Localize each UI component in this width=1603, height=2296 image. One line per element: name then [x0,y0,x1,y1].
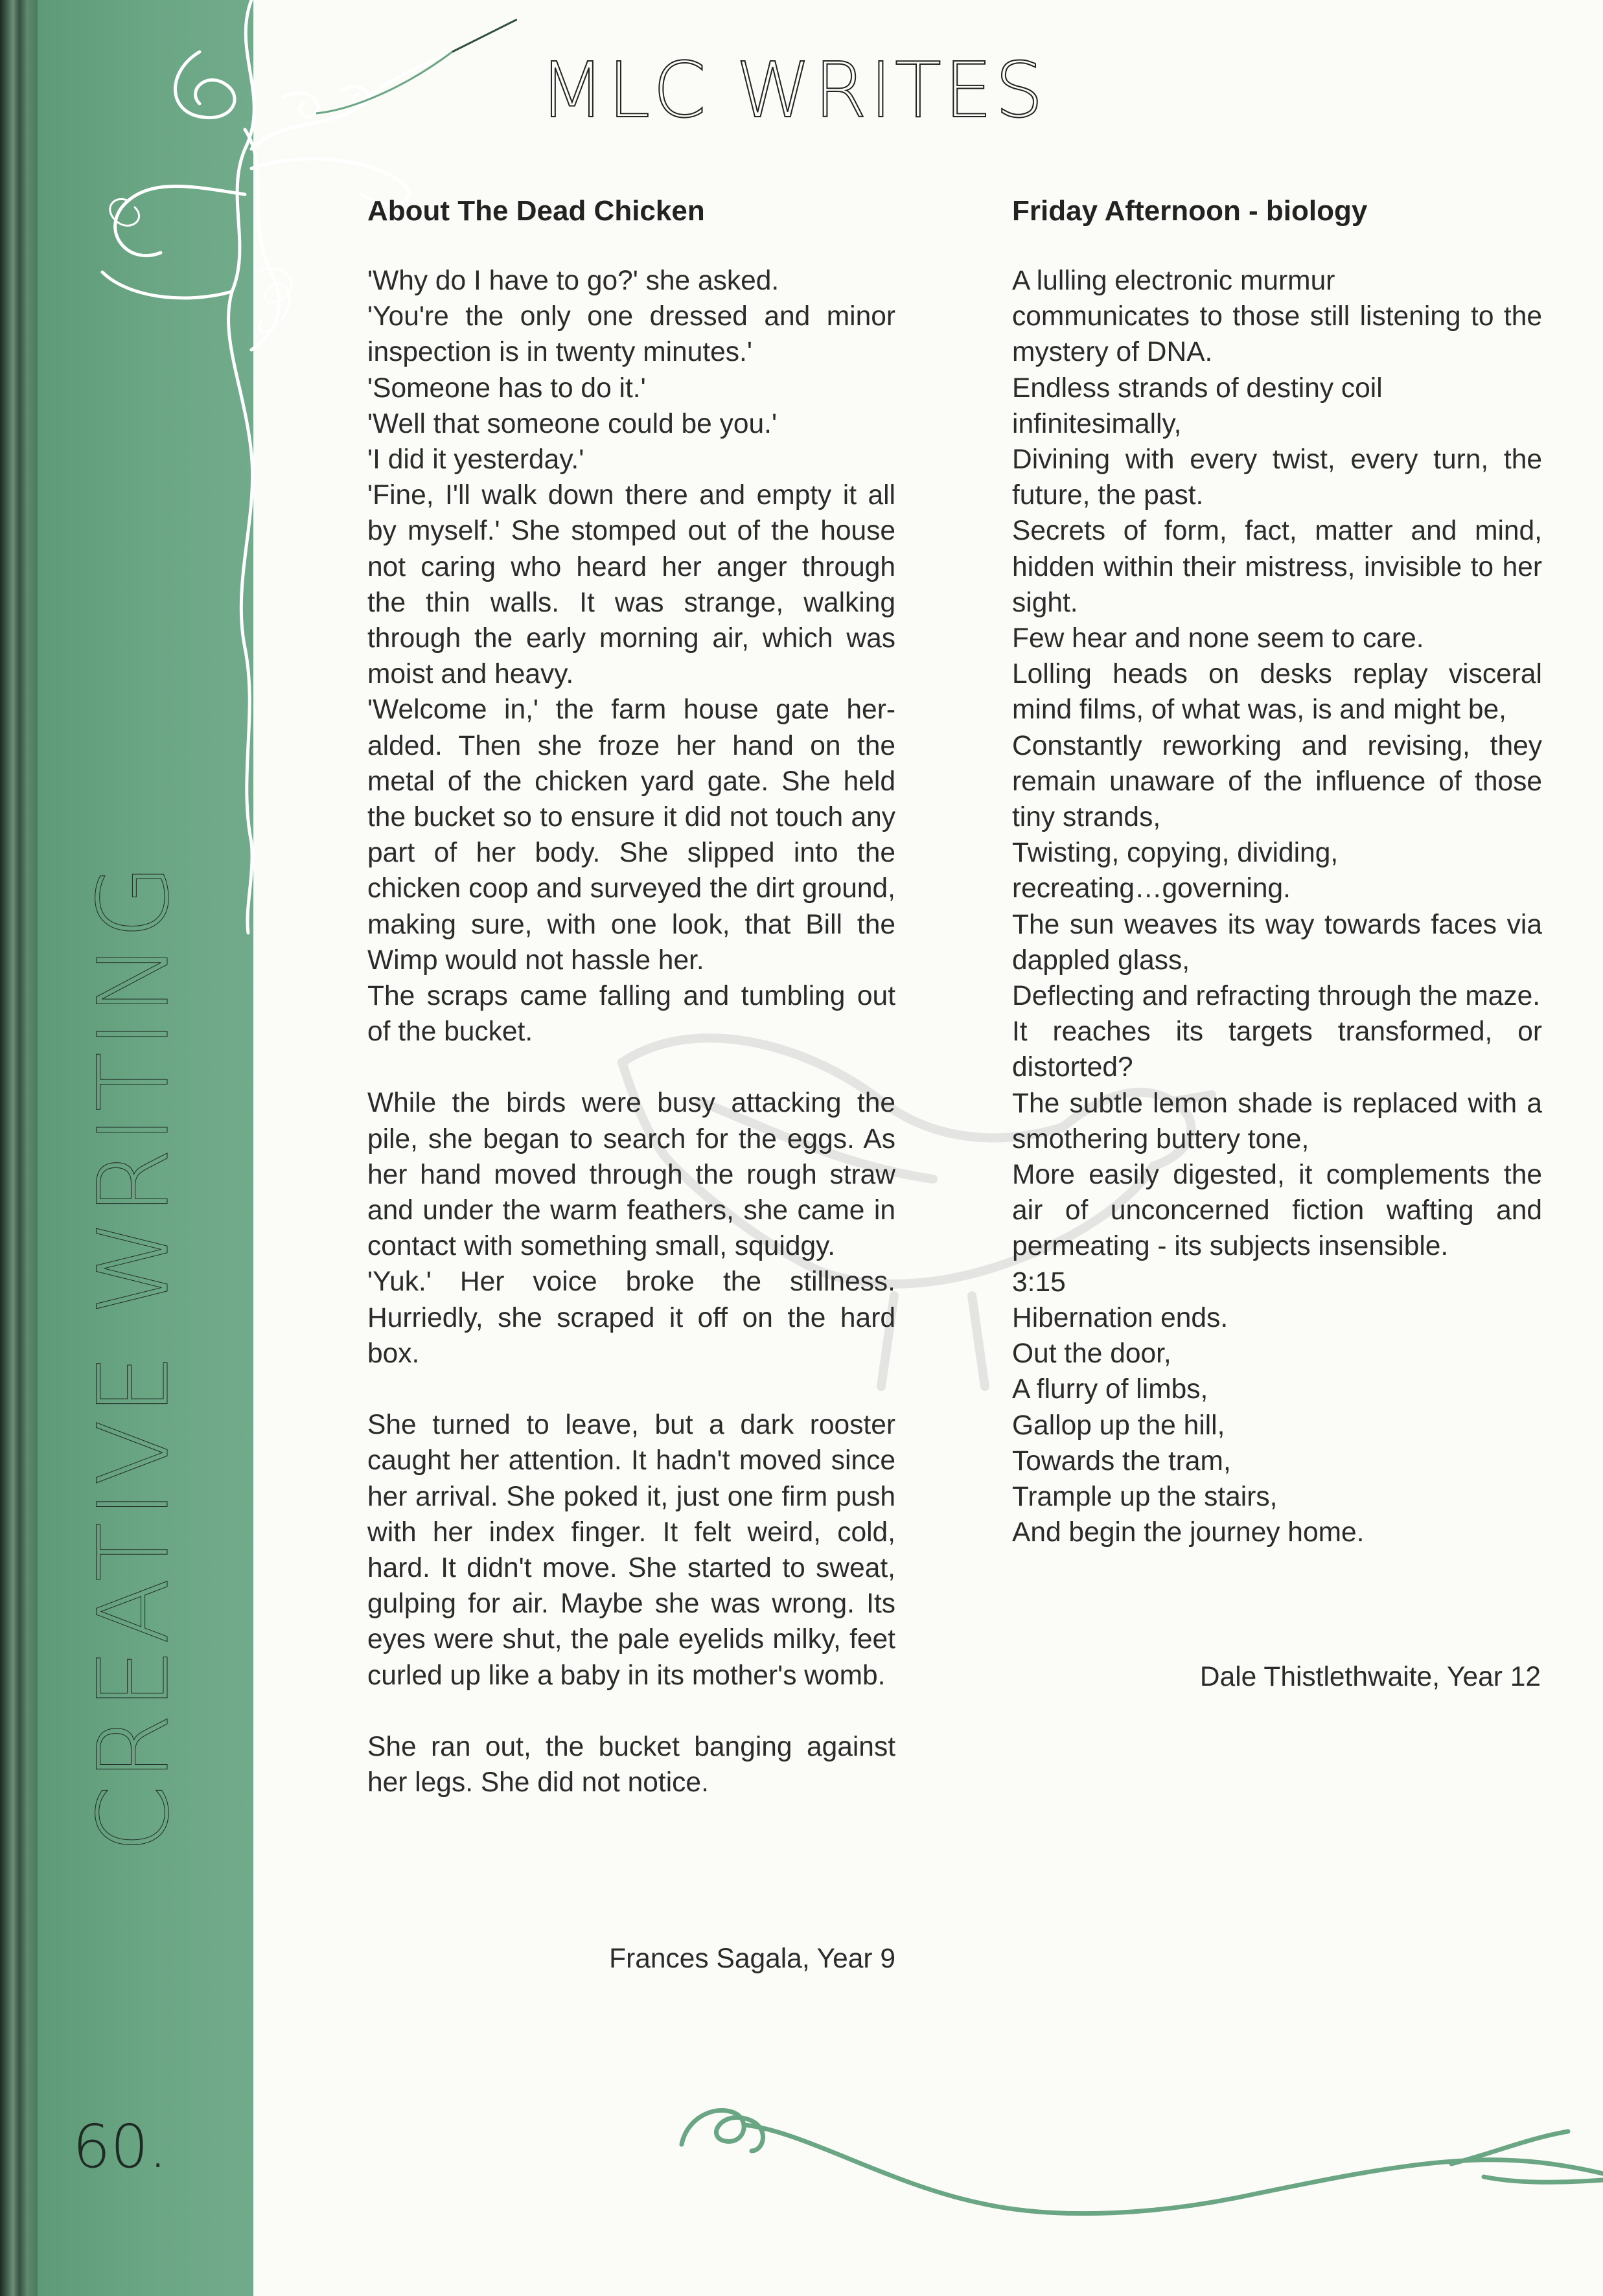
poem-line: More easily digested, it complements the air of unconcerned fiction wafting and permeating - its subjects insensible. [1012,1160,1542,1262]
poem-line: Endless strands of destiny coil [1012,373,1383,404]
vine-flourish-bottom [674,2093,1603,2235]
story-line: 'Someone has to do it.' [367,373,646,404]
poem-column [1012,192,1542,1550]
story-paragraph: 'Fine, I'll walk down there and empty it all by myself.' She stomped out of the house not caring who heard her anger through the thin walls. It was strange, walking through the early morning air, which was moist and heavy. [367,480,895,690]
story-author: Frances Sagala, Year 9 [609,1944,895,1974]
section-label: CREATIVE WRITING [78,860,190,1853]
poem-title: Friday Afternoon - biology [1012,195,1368,227]
poem-line: The subtle lemon shade is replaced with a smothering buttery tone, [1012,1088,1542,1154]
poem-line: Deflecting and refracting through the maze. [1012,981,1541,1012]
poem-author: Dale Thistlethwaite, Year 12 [1199,1662,1541,1692]
story-paragraph: 'Yuk.' Her voice broke the stillness. Hurriedly, she scraped it off on the hard box. [367,1267,895,1369]
story-column [367,192,895,1800]
story-paragraph: She ran out, the bucket banging against her legs. She did not notice. [367,1731,895,1798]
poem-line: A lulling electronic murmur [1012,266,1335,296]
poem-line: Twisting, copying, dividing, [1012,838,1339,869]
poem-line: infinitesimally, [1012,408,1182,439]
poem-line: Gallop up the hill, [1012,1410,1225,1441]
story-paragraph: The scraps came falling and tumbling out of the bucket. [367,981,895,1048]
poem-line: A flurry of limbs, [1012,1374,1208,1405]
story-line: 'Well that someone could be you.' [367,408,778,439]
story-line: 'I did it yesterday.' [367,444,584,476]
poem-line: recreating…governing. [1012,873,1291,904]
story-line: 'You're the only one dressed and minor inspection is in twenty minutes.' [367,301,895,368]
poem-line: Divining with every twist, every turn, the future, the past. [1012,444,1542,511]
poem-line: Towards the tram, [1012,1445,1231,1476]
poem-lines [1012,263,1542,1550]
story-title: About The Dead Chicken [367,195,705,227]
poem-line: Hibernation ends. [1012,1302,1228,1333]
poem-line: Secrets of form, fact, matter and mind, hidden within their mistress, invisible to her sight. [1012,516,1542,618]
poem-line: Few hear and none seem to care. [1012,623,1424,654]
page-edge [0,0,38,2296]
page-number: 60. [73,2112,168,2181]
poem-line: Lolling heads on desks replay visceral mind films, of what was, is and might be, [1012,659,1542,726]
story-paragraph: While the birds were busy attacking the pile, she began to search for the eggs. As her hand moved through the rough straw and under the warm feathers, she came in contact with something small, squidgy. [367,1088,895,1262]
poem-line: The sun weaves its way towards faces via dappled glass, [1012,909,1542,976]
poem-line: communicates to those still listening to the mystery of DNA. [1012,301,1542,368]
story-paragraph: 'Welcome in,' the farm house gate her-alded. Then she froze her hand on the metal of the chicken yard gate. She held the bucket so to ensure it did not touch any part of her body. She slipped into the chicken coop and surveyed the dirt ground, making sure, with one look, that Bill the Wimp would not hassle her. [367,695,895,976]
poem-line: Constantly reworking and revising, they remain unaware of the influence of those tiny strands, [1012,730,1542,833]
poem-line: Out the door, [1012,1338,1171,1370]
poem-line: It reaches its targets transformed, or distorted? [1012,1016,1542,1083]
poem-line: Trample up the stairs, [1012,1481,1278,1512]
story-paragraph: She turned to leave, but a dark rooster caught her attention. It hadn't moved since her arrival. She poked it, just one firm push with her index finger. It felt weird, cold, hard. It didn't move. She started to sweat, gulping for air. Maybe she was wrong. Its eyes were shut, the pale eyelids milky, feet curled up like a baby in its mother's womb. [367,1410,895,1691]
story-line: 'Why do I have to go?' she asked. [367,266,779,296]
page-header-title: MLC WRITES [539,45,1046,135]
poem-line: 3:15 [1012,1267,1066,1298]
poem-line: And begin the journey home. [1012,1517,1365,1548]
